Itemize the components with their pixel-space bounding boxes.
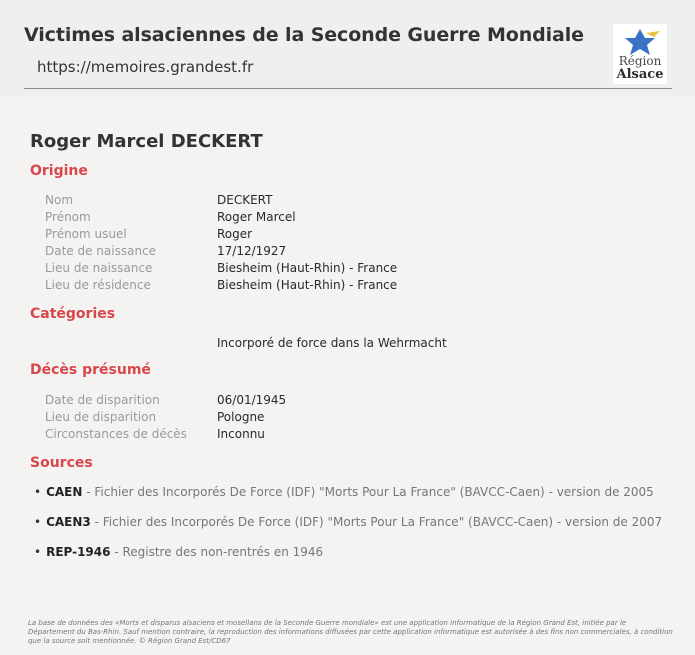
footer-disclaimer: La base de données des «Morts et disparus alsaciens et mosellans de la Seconde Guerre mondiale» est une application informatique de la Région Grand Est, initiée par le Département du Bas-Rhin. Sauf mention contraire, la reproduction des informations diffusées par cette application informatique est autorisée à des fins non commerciales, à condition que la source soit mentionnée. © Région Grand Est/CD67 xyxy=(28,619,673,645)
value-nom: DECKERT xyxy=(217,193,273,207)
label-lieu-disparition: Lieu de disparition xyxy=(45,410,157,424)
source-text: - Fichier des Incorporés De Force (IDF) "Morts Pour La France" (BAVCC-Caen) - version de 2005 xyxy=(86,485,654,499)
bullet-icon: • xyxy=(34,485,42,499)
label-prenom: Prénom xyxy=(45,210,91,224)
value-prenom: Roger Marcel xyxy=(217,210,296,224)
logo-alsace-text: Alsace xyxy=(616,67,664,82)
value-lieu-residence: Biesheim (Haut-Rhin) - France xyxy=(217,278,398,292)
star-logo-icon xyxy=(618,27,662,57)
region-alsace-logo xyxy=(613,24,667,84)
value-categorie: Incorporé de force dans la Wehrmacht xyxy=(217,336,447,350)
logo-region-text: Région xyxy=(618,54,662,68)
label-lieu-residence: Lieu de résidence xyxy=(45,278,151,292)
value-lieu-naissance: Biesheim (Haut-Rhin) - France xyxy=(217,261,398,275)
source-item xyxy=(34,545,674,559)
section-title-deces: Décès présumé xyxy=(30,362,151,378)
source-item xyxy=(34,485,674,499)
label-date-disparition: Date de disparition xyxy=(45,393,160,407)
value-prenom-usuel: Roger xyxy=(217,227,253,241)
section-title-sources: Sources xyxy=(30,455,93,471)
page-header xyxy=(0,0,695,96)
source-text: - Fichier des Incorporés De Force (IDF) "Morts Pour La France" (BAVCC-Caen) - version de 2007 xyxy=(94,515,663,529)
section-title-origine: Origine xyxy=(30,163,88,179)
value-date-disparition: 06/01/1945 xyxy=(217,393,287,407)
bullet-icon: • xyxy=(34,515,42,529)
value-lieu-disparition: Pologne xyxy=(217,410,265,424)
source-code: CAEN xyxy=(46,485,83,499)
label-circonstances-deces: Circonstances de décès xyxy=(45,427,187,441)
label-date-naissance: Date de naissance xyxy=(45,244,157,258)
source-text: - Registre des non-rentrés en 1946 xyxy=(114,545,324,559)
source-code: CAEN3 xyxy=(46,515,91,529)
source-code: REP-1946 xyxy=(46,545,111,559)
value-circonstances-deces: Inconnu xyxy=(217,427,265,441)
bullet-icon: • xyxy=(34,545,42,559)
source-item xyxy=(34,515,674,529)
header-divider xyxy=(24,88,672,89)
site-url[interactable]: https://memoires.grandest.fr xyxy=(37,58,254,76)
value-date-naissance: 17/12/1927 xyxy=(217,244,287,258)
label-prenom-usuel: Prénom usuel xyxy=(45,227,127,241)
label-nom: Nom xyxy=(45,193,74,207)
person-name: Roger Marcel DECKERT xyxy=(30,131,263,152)
site-title: Victimes alsaciennes de la Seconde Guerre Mondiale xyxy=(24,24,584,46)
section-title-categories: Catégories xyxy=(30,306,116,322)
label-lieu-naissance: Lieu de naissance xyxy=(45,261,153,275)
